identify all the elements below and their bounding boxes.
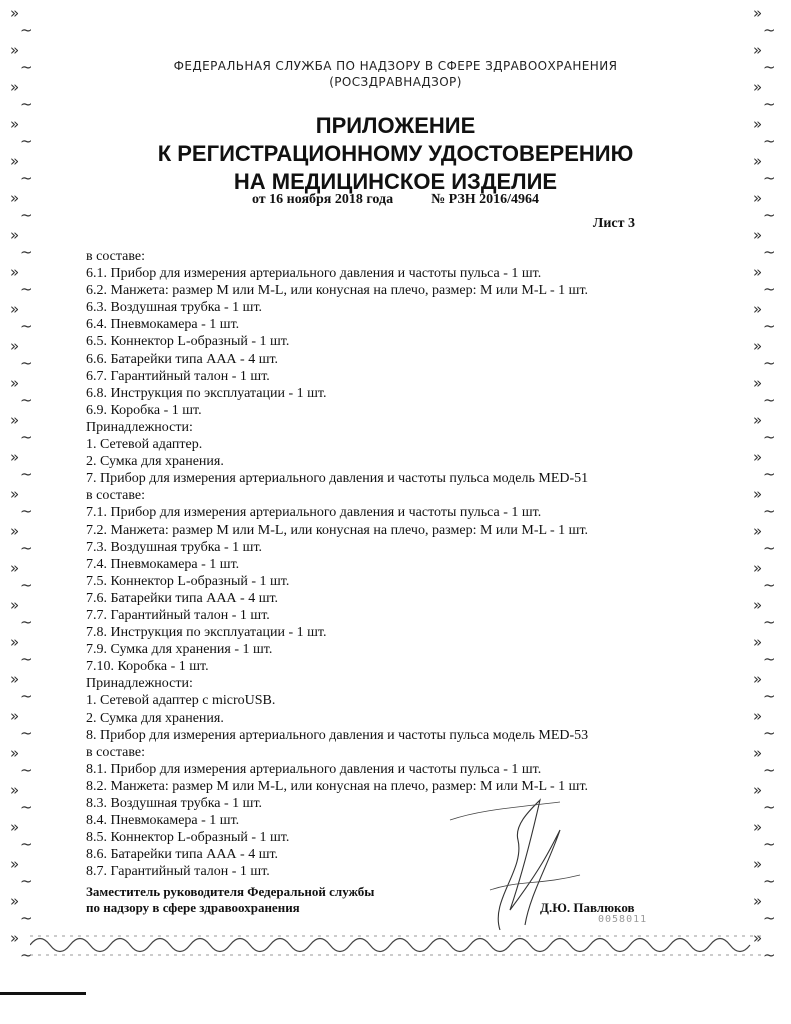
composition-line: 7. Прибор для измерения артериального давления и частоты пульса модель MED-51 xyxy=(86,471,589,487)
border-ornament: ~ xyxy=(763,21,776,39)
composition-line: 7.7. Гарантийный талон - 1 шт. xyxy=(86,607,270,623)
border-ornament: ~ xyxy=(763,280,776,298)
composition-line: Принадлежности: xyxy=(86,419,193,435)
border-ornament: ~ xyxy=(763,95,776,113)
border-ornament: » xyxy=(753,855,763,873)
border-ornament: » xyxy=(753,781,763,799)
composition-line: 8.1. Прибор для измерения артериального давления и частоты пульса - 1 шт. xyxy=(86,761,542,777)
registration-number: № РЗН 2016/4964 xyxy=(431,192,540,207)
border-ornament: » xyxy=(753,152,763,170)
border-ornament: » xyxy=(753,41,763,59)
border-ornament: ~ xyxy=(763,724,776,742)
border-ornament: » xyxy=(753,115,763,133)
composition-line: 7.8. Инструкция по эксплуатации - 1 шт. xyxy=(86,625,327,641)
border-ornament: » xyxy=(10,4,20,22)
composition-line: 6.9. Коробка - 1 шт. xyxy=(86,402,202,418)
border-ornament: ~ xyxy=(763,650,776,668)
border-ornament: » xyxy=(753,522,763,540)
border-ornament: » xyxy=(10,892,20,910)
border-ornament: ~ xyxy=(20,946,33,964)
border-ornament: » xyxy=(10,78,20,96)
border-ornament: » xyxy=(753,4,763,22)
composition-line: в составе: xyxy=(86,744,146,760)
border-ornament: » xyxy=(10,596,20,614)
border-ornament: ~ xyxy=(20,613,33,631)
agency-header xyxy=(0,58,791,90)
signer-title-line-2: по надзору в сфере здравоохранения xyxy=(86,900,300,915)
border-ornament: ~ xyxy=(20,798,33,816)
border-ornament: » xyxy=(753,226,763,244)
border-ornament: » xyxy=(10,337,20,355)
border-ornament: » xyxy=(10,115,20,133)
border-ornament: ~ xyxy=(20,835,33,853)
composition-line: 8. Прибор для измерения артериального давления и частоты пульса модель MED-53 xyxy=(86,727,589,743)
signer-name: Д.Ю. Павлюков xyxy=(540,900,635,915)
composition-line: 1. Сетевой адаптер с microUSB. xyxy=(86,693,276,709)
border-ornament: » xyxy=(753,929,763,947)
border-ornament: » xyxy=(10,300,20,318)
decorative-border-bottom xyxy=(30,928,761,962)
border-ornament: ~ xyxy=(763,576,776,594)
border-ornament: ~ xyxy=(763,391,776,409)
composition-line: 2. Сумка для хранения. xyxy=(86,710,224,726)
agency-abbreviation: (РОСЗДРАВНАДЗОР) xyxy=(329,75,462,89)
title-line-1: ПРИЛОЖЕНИЕ xyxy=(315,113,476,138)
composition-line: 8.3. Воздушная трубка - 1 шт. xyxy=(86,796,263,811)
handwritten-signature xyxy=(430,780,610,940)
composition-line: 1. Сетевой адаптер. xyxy=(86,437,203,453)
border-ornament: ~ xyxy=(20,761,33,779)
border-ornament: ~ xyxy=(763,872,776,890)
border-ornament: ~ xyxy=(763,58,776,76)
border-ornament: ~ xyxy=(20,317,33,335)
composition-line: 7.4. Пневмокамера - 1 шт. xyxy=(86,556,240,572)
border-ornament: ~ xyxy=(20,391,33,409)
border-ornament: ~ xyxy=(763,317,776,335)
border-ornament: » xyxy=(10,189,20,207)
composition-line: 7.3. Воздушная трубка - 1 шт. xyxy=(86,539,263,555)
border-ornament: » xyxy=(10,559,20,577)
border-ornament: ~ xyxy=(763,909,776,927)
border-ornament: ~ xyxy=(20,132,33,150)
border-ornament: » xyxy=(10,263,20,281)
sheet-number: Лист 3 xyxy=(592,216,635,231)
border-ornament: » xyxy=(753,448,763,466)
border-ornament: ~ xyxy=(20,576,33,594)
composition-line: 6.8. Инструкция по эксплуатации - 1 шт. xyxy=(86,385,327,401)
border-ornament: » xyxy=(753,818,763,836)
border-ornament: ~ xyxy=(20,280,33,298)
border-ornament: » xyxy=(10,633,20,651)
border-ornament: ~ xyxy=(763,687,776,705)
composition-line: 7.5. Коннектор L-образный - 1 шт. xyxy=(86,573,290,589)
composition-line: 6.1. Прибор для измерения артериального давления и частоты пульса - 1 шт. xyxy=(86,266,542,282)
composition-line: 8.7. Гарантийный талон - 1 шт. xyxy=(86,864,270,880)
signer-title xyxy=(86,884,374,916)
border-ornament: » xyxy=(10,448,20,466)
composition-line: Принадлежности: xyxy=(86,676,193,692)
composition-line: 6.3. Воздушная трубка - 1 шт. xyxy=(86,300,263,316)
border-ornament: » xyxy=(753,189,763,207)
composition-line: в составе: xyxy=(86,249,146,264)
border-ornament: » xyxy=(10,744,20,762)
border-ornament: ~ xyxy=(20,243,33,261)
border-ornament: » xyxy=(10,485,20,503)
registration-line xyxy=(0,189,791,208)
composition-line: 8.6. Батарейки типа ААА - 4 шт. xyxy=(86,847,279,863)
border-ornament: » xyxy=(753,559,763,577)
border-ornament: » xyxy=(10,707,20,725)
border-ornament: » xyxy=(10,670,20,688)
border-ornament: ~ xyxy=(763,946,776,964)
border-ornament: » xyxy=(753,78,763,96)
border-ornament: ~ xyxy=(763,132,776,150)
border-ornament: ~ xyxy=(763,835,776,853)
border-ornament: » xyxy=(10,855,20,873)
border-ornament: » xyxy=(10,929,20,947)
border-ornament: ~ xyxy=(763,539,776,557)
border-ornament: » xyxy=(10,411,20,429)
border-ornament: ~ xyxy=(763,502,776,520)
border-ornament: » xyxy=(753,485,763,503)
border-ornament: » xyxy=(753,744,763,762)
border-ornament: » xyxy=(753,892,763,910)
border-ornament: ~ xyxy=(20,21,33,39)
border-ornament: ~ xyxy=(763,465,776,483)
border-ornament: ~ xyxy=(763,798,776,816)
border-ornament: » xyxy=(753,263,763,281)
border-ornament: » xyxy=(10,818,20,836)
composition-line: 8.2. Манжета: размер M или M-L, или конусная на плечо, размер: M или M-L - 1 шт. xyxy=(86,778,589,794)
border-ornament: ~ xyxy=(20,58,33,76)
composition-line: 6.5. Коннектор L-образный - 1 шт. xyxy=(86,334,290,350)
border-ornament: » xyxy=(753,707,763,725)
composition-line: 8.5. Коннектор L-образный - 1 шт. xyxy=(86,830,290,846)
registration-date: от 16 ноября 2018 года xyxy=(251,192,394,207)
composition-line: 6.6. Батарейки типа ААА - 4 шт. xyxy=(86,351,279,367)
composition-line: 6.4. Пневмокамера - 1 шт. xyxy=(86,317,240,333)
border-ornament: ~ xyxy=(20,650,33,668)
form-serial-number: 0058011 xyxy=(598,914,648,925)
composition-line: 7.2. Манжета: размер M или M-L, или конусная на плечо, размер: M или M-L - 1 шт. xyxy=(86,522,589,538)
border-ornament: » xyxy=(10,152,20,170)
border-ornament: ~ xyxy=(20,539,33,557)
agency-name: ФЕДЕРАЛЬНАЯ СЛУЖБА ПО НАДЗОРУ В СФЕРЕ ЗДРАВООХРАНЕНИЯ xyxy=(173,59,618,73)
composition-line: 7.10. Коробка - 1 шт. xyxy=(86,659,209,675)
border-ornament: ~ xyxy=(763,761,776,779)
border-ornament: » xyxy=(753,300,763,318)
border-ornament: ~ xyxy=(763,206,776,224)
composition-line: 2. Сумка для хранения. xyxy=(86,454,224,470)
border-ornament: ~ xyxy=(20,206,33,224)
scan-artifact-line xyxy=(0,992,86,995)
border-ornament: ~ xyxy=(763,354,776,372)
border-ornament: » xyxy=(10,41,20,59)
border-ornament: » xyxy=(753,374,763,392)
title-line-3: НА МЕДИЦИНСКОЕ ИЗДЕЛИЕ xyxy=(233,169,558,194)
title-line-2: К РЕГИСТРАЦИОННОМУ УДОСТОВЕРЕНИЮ xyxy=(157,141,634,166)
border-ornament: ~ xyxy=(20,687,33,705)
border-ornament: ~ xyxy=(20,465,33,483)
border-ornament: » xyxy=(753,337,763,355)
border-ornament: » xyxy=(10,226,20,244)
composition-line: 8.4. Пневмокамера - 1 шт. xyxy=(86,813,240,829)
border-ornament: » xyxy=(10,374,20,392)
border-ornament: ~ xyxy=(20,95,33,113)
border-ornament: » xyxy=(753,633,763,651)
border-ornament: ~ xyxy=(20,872,33,890)
border-ornament: ~ xyxy=(20,169,33,187)
border-ornament: ~ xyxy=(20,724,33,742)
border-ornament: ~ xyxy=(20,354,33,372)
border-ornament: ~ xyxy=(763,613,776,631)
composition-line: 7.9. Сумка для хранения - 1 шт. xyxy=(86,642,273,658)
border-ornament: » xyxy=(753,411,763,429)
border-ornament: » xyxy=(753,596,763,614)
border-ornament: ~ xyxy=(763,428,776,446)
border-ornament: ~ xyxy=(20,428,33,446)
composition-line: 7.1. Прибор для измерения артериального давления и частоты пульса - 1 шт. xyxy=(86,505,542,521)
border-ornament: » xyxy=(10,522,20,540)
composition-line: 7.6. Батарейки типа ААА - 4 шт. xyxy=(86,590,279,606)
border-ornament: ~ xyxy=(20,909,33,927)
composition-line: 6.7. Гарантийный талон - 1 шт. xyxy=(86,368,270,384)
document-title xyxy=(0,112,791,196)
composition-line: в составе: xyxy=(86,488,146,504)
border-ornament: » xyxy=(753,670,763,688)
border-ornament: ~ xyxy=(763,169,776,187)
border-ornament: » xyxy=(10,781,20,799)
composition-line: 6.2. Манжета: размер M или M-L, или конусная на плечо, размер: M или M-L - 1 шт. xyxy=(86,283,589,299)
signer-title-line-1: Заместитель руководителя Федеральной службы xyxy=(86,884,375,899)
border-ornament: ~ xyxy=(763,243,776,261)
border-ornament: ~ xyxy=(20,502,33,520)
